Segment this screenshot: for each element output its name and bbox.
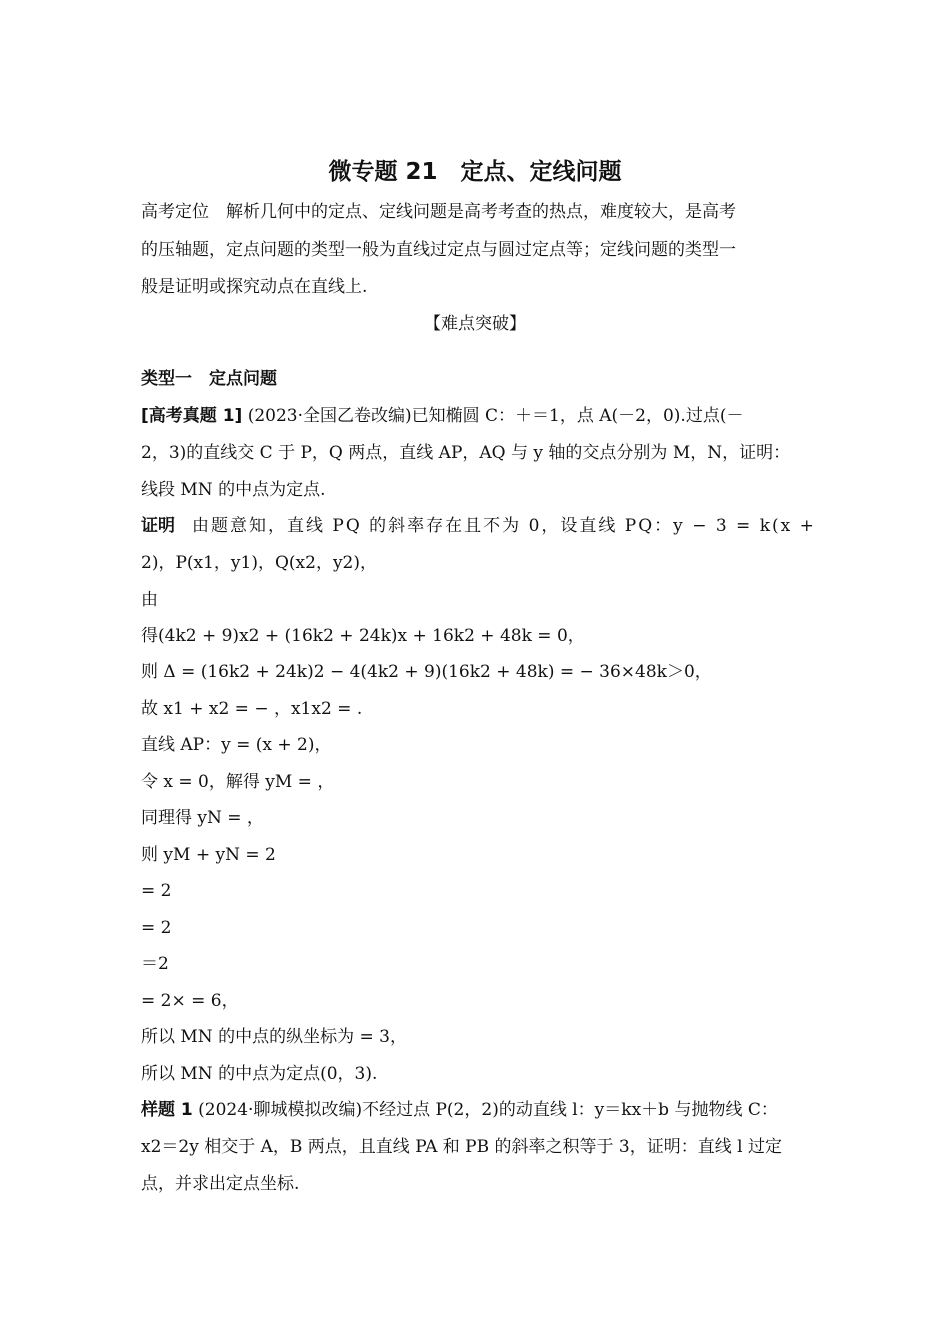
intro-label: 高考定位 [141, 202, 209, 222]
proof-line-12: = 2 [141, 918, 172, 938]
page-title: 微专题 21 定点、定线问题 [328, 159, 622, 185]
proof-line-7: 直线 AP：y = (x + 2)， [141, 735, 332, 755]
practice-line-1: 样题 1 (2024·聊城模拟改编)不经过点 P(2，2)的动直线 l：y＝kx＋b 与抛物线 C： [141, 1100, 778, 1120]
proof-line-14: = 2× = 6， [141, 991, 239, 1011]
proof-line-4: 得(4k2 + 9)x2 + (16k2 + 24k)x + 16k2 + 48k = 0， [141, 626, 585, 646]
practice-label: 样题 1 [141, 1100, 193, 1120]
practice-line-2: x2＝2y 相交于 A，B 两点，且直线 PA 和 PB 的斜率之积等于 3，证明：直线 l 过定 [141, 1137, 782, 1157]
type-heading: 类型一 定点问题 [141, 369, 277, 389]
proof-line-16: 所以 MN 的中点为定点(0，3). [141, 1064, 378, 1084]
proof-line-13: ＝2 [141, 954, 169, 974]
proof-line-6: 故 x1 + x2 = − ，x1x2 = . [141, 699, 363, 719]
example-line-1: [高考真题 1] (2023·全国乙卷改编)已知椭圆 C：＋＝1，点 A(－2，0).过点(－ [141, 406, 744, 426]
example-label: [高考真题 1] [141, 406, 243, 426]
proof-line-3: 由 [141, 590, 158, 610]
proof-line-9: 同理得 yN = ， [141, 808, 264, 828]
proof-line-15: 所以 MN 的中点的纵坐标为 = 3， [141, 1027, 407, 1047]
intro-line-3: 般是证明或探究动点在直线上. [141, 277, 368, 297]
proof-line-1: 证明 由题意知，直线 PQ 的斜率存在且不为 0，设直线 PQ：y − 3 = k(x + [141, 516, 816, 536]
proof-line-2: 2)，P(x1，y1)，Q(x2，y2)， [141, 553, 377, 573]
proof-label: 证明 [141, 516, 175, 536]
section-heading: 【难点突破】 [424, 314, 526, 334]
example-line-2: 2，3)的直线交 C 于 P，Q 两点，直线 AP，AQ 与 y 轴的交点分别为 M，N，证明： [141, 443, 791, 463]
proof-line-10: 则 yM + yN = 2 [141, 845, 276, 865]
proof-line-5: 则 Δ = (16k2 + 24k)2 − 4(4k2 + 9)(16k2 + 48k) = − 36×48k＞0， [141, 662, 712, 682]
intro-line-2: 的压轴题，定点问题的类型一般为直线过定点与圆过定点等；定线问题的类型一 [141, 240, 736, 260]
practice-line-3: 点，并求出定点坐标. [141, 1174, 300, 1194]
example-line-3: 线段 MN 的中点为定点. [141, 480, 326, 500]
proof-line-11: = 2 [141, 881, 172, 901]
proof-line-8: 令 x = 0，解得 yM = ， [141, 772, 335, 792]
intro-line-1: 高考定位 解析几何中的定点、定线问题是高考考查的热点，难度较大，是高考 [141, 202, 736, 222]
